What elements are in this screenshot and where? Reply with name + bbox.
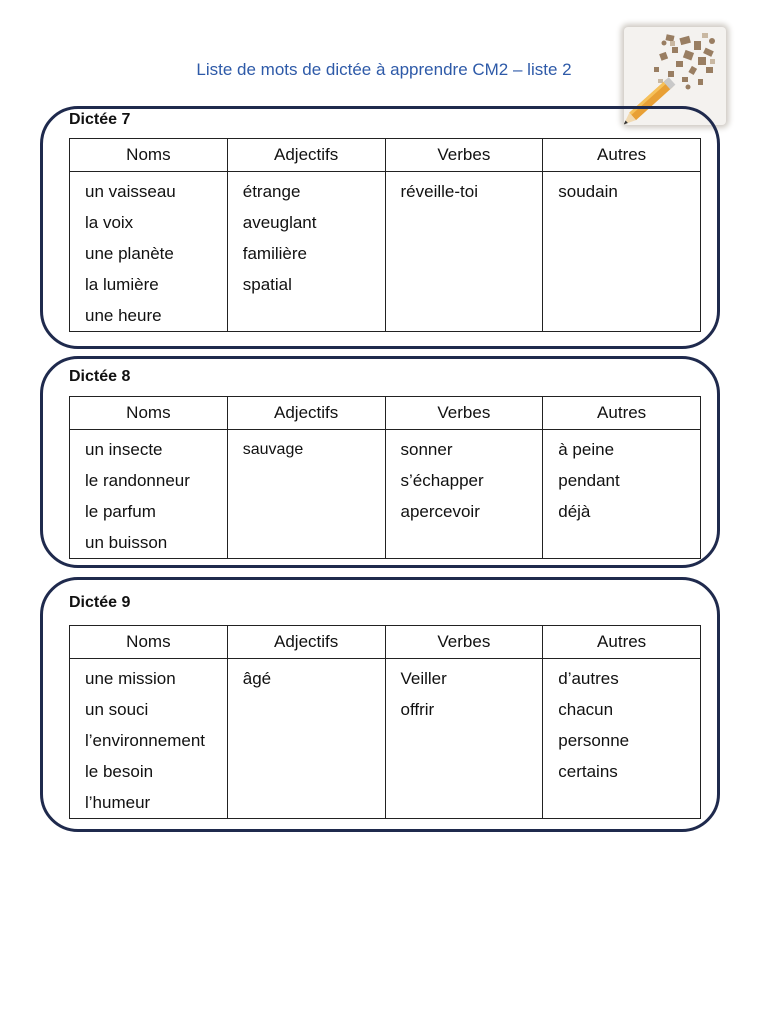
word-item: une planète — [85, 244, 174, 263]
word-item: sonner — [400, 440, 453, 459]
autres-cell — [543, 172, 701, 332]
word-item: d’autres — [558, 669, 619, 688]
column-header-adjectifs: Adjectifs — [227, 626, 385, 659]
verbes-cell — [385, 172, 543, 332]
column-header-adjectifs: Adjectifs — [227, 397, 385, 430]
word-item: spatial — [242, 275, 292, 294]
noms-cell — [70, 430, 228, 559]
page-title: Liste de mots de dictée à apprendre CM2 – liste 2 — [196, 60, 572, 79]
verbes-cell — [385, 659, 543, 819]
word-item: âgé — [242, 669, 272, 688]
dictee-9-table — [69, 625, 701, 819]
word-item: le parfum — [85, 502, 156, 521]
word-item: offrir — [400, 700, 435, 719]
column-header-verbes: Verbes — [385, 626, 543, 659]
word-item: familière — [242, 244, 307, 263]
dictee-9-title: Dictée 9 — [69, 594, 131, 611]
dictee-8-title: Dictée 8 — [69, 368, 131, 385]
word-item: chacun — [558, 700, 614, 719]
adjectifs-cell — [227, 430, 385, 559]
autres-cell — [543, 659, 701, 819]
dictee-7-title: Dictée 7 — [69, 111, 131, 128]
word-item: soudain — [558, 182, 618, 201]
word-item: un vaisseau — [85, 182, 176, 201]
column-header-autres: Autres — [543, 397, 701, 430]
column-header-verbes: Verbes — [385, 397, 543, 430]
word-item: à peine — [558, 440, 615, 459]
adjectifs-cell — [227, 172, 385, 332]
word-item: sauvage — [242, 441, 304, 458]
noms-cell — [70, 659, 228, 819]
word-item: aveuglant — [242, 213, 317, 232]
word-item: certains — [558, 762, 618, 781]
dictee-7-box — [40, 106, 720, 349]
word-item: l’humeur — [85, 793, 151, 812]
word-item: personne — [558, 731, 630, 750]
dictee-8-table — [69, 396, 701, 559]
column-header-autres: Autres — [543, 139, 701, 172]
noms-cell — [70, 172, 228, 332]
column-header-noms: Noms — [70, 397, 228, 430]
word-item: réveille-toi — [400, 182, 478, 201]
word-item: une heure — [85, 306, 162, 325]
word-item: le besoin — [85, 762, 154, 781]
word-item: un buisson — [85, 533, 168, 552]
column-header-noms: Noms — [70, 139, 228, 172]
word-item: le randonneur — [85, 471, 190, 490]
dictee-8-box — [40, 356, 720, 568]
word-item: l’environnement — [85, 731, 206, 750]
word-item: la lumière — [85, 275, 159, 294]
word-item: un souci — [85, 700, 149, 719]
word-item: une mission — [85, 669, 176, 688]
word-item: Veiller — [400, 669, 447, 688]
adjectifs-cell — [227, 659, 385, 819]
word-item: la voix — [85, 213, 134, 232]
word-item: pendant — [558, 471, 620, 490]
column-header-adjectifs: Adjectifs — [227, 139, 385, 172]
word-item: s’échapper — [400, 471, 484, 490]
word-item: un insecte — [85, 440, 163, 459]
dictee-9-box — [40, 577, 720, 832]
column-header-verbes: Verbes — [385, 139, 543, 172]
word-item: étrange — [242, 182, 301, 201]
column-header-noms: Noms — [70, 626, 228, 659]
column-header-autres: Autres — [543, 626, 701, 659]
dictee-7-table — [69, 138, 701, 332]
word-item: apercevoir — [400, 502, 480, 521]
verbes-cell — [385, 430, 543, 559]
word-item: déjà — [558, 502, 591, 521]
autres-cell — [543, 430, 701, 559]
